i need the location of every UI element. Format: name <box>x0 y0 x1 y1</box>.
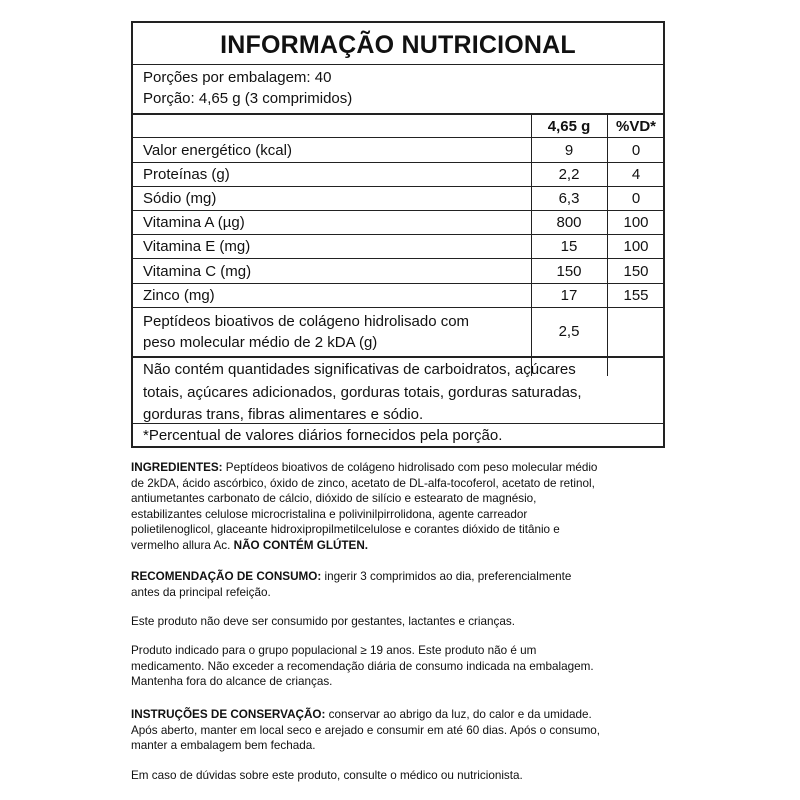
divider <box>133 137 663 138</box>
divider <box>133 162 663 163</box>
divider <box>133 283 663 284</box>
nutrient-amount: 9 <box>564 142 574 159</box>
nutrient-name: Vitamina E (mg) <box>143 238 251 255</box>
nutrient-name: Zinco (mg) <box>143 287 215 304</box>
indication-block: Produto indicado para o grupo populacional ≥ 19 anos. Este produto não é um medicamento. Não exceder a recomendação diária de consumo indicada na embalagem. Mantenha fora do alcance de crianças. <box>131 644 594 688</box>
nutrient-dv: 0 <box>631 190 641 207</box>
contact-text: Em caso de dúvidas sobre este produto, consulte o médico ou nutricionista. <box>131 769 523 782</box>
nutrient-amount: 6,3 <box>558 190 580 207</box>
divider <box>133 307 663 308</box>
nutrient-dv: 150 <box>623 263 649 280</box>
divider <box>133 258 663 259</box>
column-header-amount: 4,65 g <box>547 118 591 135</box>
warning-text: Este produto não deve ser consumido por gestantes, lactantes e crianças. <box>131 615 515 628</box>
recommendation-block: RECOMENDAÇÃO DE CONSUMO: ingerir 3 comprimidos ao dia, preferencialmente antes da principal refeição. <box>131 570 572 599</box>
recommendation-label: RECOMENDAÇÃO DE CONSUMO: <box>131 570 322 583</box>
nutrient-amount: 150 <box>556 263 582 280</box>
storage-block: INSTRUÇÕES DE CONSERVAÇÃO: conservar ao abrigo da luz, do calor e da umidade. Após aberto, manter em local seco e arejado e consumir em até 60 dias. Após o consumo, manter a embalagem bem fechada. <box>131 708 601 752</box>
divider <box>133 186 663 187</box>
nutrient-name: Proteínas (g) <box>143 166 230 183</box>
nutrition-facts-table <box>131 21 665 448</box>
nutrient-dv: 4 <box>631 166 641 183</box>
divider <box>133 210 663 211</box>
divider <box>133 64 663 65</box>
nutrient-name: Peptídeos bioativos de colágeno hidrolisado com <box>143 313 470 330</box>
gluten-warning: NÃO CONTÉM GLÚTEN. <box>230 538 369 552</box>
nutrient-name: Vitamina C (mg) <box>143 263 252 280</box>
nutrient-amount: 2,2 <box>558 166 580 183</box>
nutrient-name: Vitamina A (µg) <box>143 214 245 231</box>
nutrient-dv: 100 <box>623 238 649 255</box>
servings-per-package: Porções por embalagem: 40 <box>143 69 332 86</box>
nutrient-dv: 0 <box>631 142 641 159</box>
divider <box>133 356 663 358</box>
nutrient-dv: 155 <box>623 287 649 304</box>
nutrient-amount: 17 <box>560 287 578 304</box>
nutrient-name: Valor energético (kcal) <box>143 142 292 159</box>
ingredients-label: INGREDIENTES: <box>131 461 223 474</box>
nutrition-footnote: *Percentual de valores diários fornecidos pela porção. <box>143 427 503 444</box>
nutrient-amount: 2,5 <box>558 323 580 340</box>
nutrient-name: Sódio (mg) <box>143 190 217 207</box>
nutrient-dv: 100 <box>623 214 649 231</box>
nutrition-note: Não contém quantidades significativas de carboidratos, açúcares totais, açúcares adicionados, gorduras totais, gorduras saturadas, gorduras trans, fibras alimentares e sódio. <box>143 361 582 423</box>
divider <box>133 113 663 115</box>
storage-label: INSTRUÇÕES DE CONSERVAÇÃO: <box>131 708 326 721</box>
column-header-dv: %VD* <box>615 118 656 135</box>
nutrient-name-continued: peso molecular médio de 2 kDA (g) <box>143 334 378 351</box>
nutrient-amount: 15 <box>560 238 578 255</box>
divider <box>133 423 663 424</box>
serving-size: Porção: 4,65 g (3 comprimidos) <box>143 90 353 107</box>
nutrient-amount: 800 <box>556 214 582 231</box>
nutrition-title: INFORMAÇÃO NUTRICIONAL <box>220 31 576 59</box>
ingredients-block: INGREDIENTES: Peptídeos bioativos de colágeno hidrolisado com peso molecular médio de 2kDA, ácido ascórbico, óxido de zinco, acetato de DL-alfa-tocoferol, acetato de retinol, antiumetantes carbonato de cálcio, dióxido de silício e estearato de magnésio, estabilizantes celulose microcristalina e polivinilpirrolidona, agente carreador polietilenoglicol, glaceante hidroxipropilmetilcelulose e corantes dióxido de titânio e vermelho allura Ac. NÃO CONTÉM GLÚTEN. <box>131 461 598 552</box>
divider <box>133 234 663 235</box>
